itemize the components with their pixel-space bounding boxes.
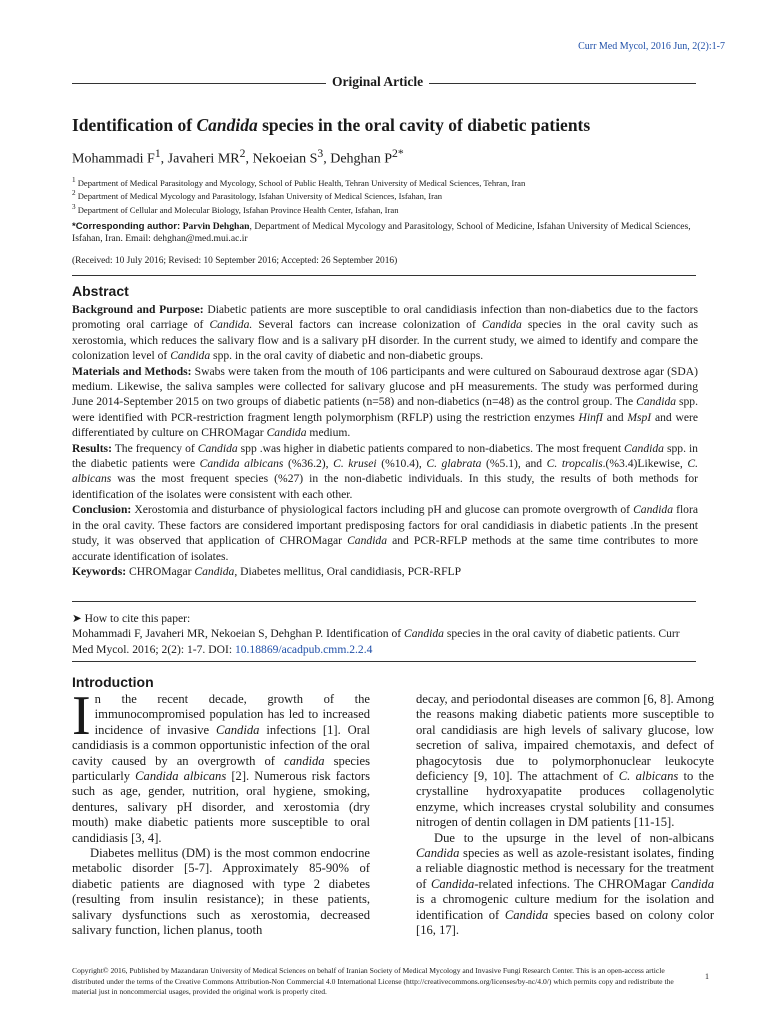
abstract-top-rule (72, 275, 696, 276)
arrow-icon: ➤ (72, 612, 82, 625)
abstract-body (72, 302, 698, 579)
intro-paragraph: In the recent decade, growth of the immunocompromised population has led to increased incidence of invasive Candida infections [1]. Oral candidiasis is a common opportunistic infection of the oral cavity caused by an overgrowth of candida species particularly Candida albicans [2]. Numerous risk factors such as age, gender, nutrition, oral hygiene, smoking, dentures, salivary pH disorder, and xerostomia (dry mouth) make diabetic patients more susceptible to oral candidiasis [3, 4]. (72, 685, 370, 845)
received-dates: (Received: 10 July 2016; Revised: 10 September 2016; Accepted: 26 September 2016) (72, 256, 398, 266)
abstract-results: Results: The frequency of Candida spp .was higher in diabetic patients compared to non-diabetics. The most frequent Candida spp. in the diabetic patients were Candida albicans (%36.2), C. krusei (%10.4), C. glabrata (%5.1), and C. tropcalis.(%3.4)Likewise, C. albicans was the most frequent species (%27) in the non-diabetic individuals. In this study, the results of both methods for identification of the isolates were consistent with each other. (72, 441, 698, 501)
cite-bottom-rule (72, 661, 696, 662)
author-list: Mohammadi $F^1$, Javaheri $MR^2$, Nekoeian $S^3$, Dehghan $P^{2*}$ (72, 147, 404, 167)
doi-link[interactable]: 10.18869/acadpub.cmm.2.2.4 (234, 642, 373, 656)
abstract-background: Background and Purpose: Diabetic patients are more susceptible to oral candidiasis infection than non-diabetics due to the factors promoting oral carriage of Candida. Several factors can increase colonization of Candida species in the oral cavity such as xerostomia, which reduces the salivary flow and is a salivary pH disorder. In the current study, we aimed to identify and compare the colonization level of Candida spp. in the oral cavity of diabetic and non-diabetic groups. (72, 303, 698, 363)
intro-right-column (416, 692, 714, 939)
affiliation-item: $^3$ Department of Cellular and Molecular Biology, Isfahan Province Health Center, Isfahan, Iran (72, 202, 399, 215)
intro-paragraph: Diabetes mellitus (DM) is the most common endocrine metabolic disorder [5-7]. Approximately 85-90% of diabetic patients are diagnosed with type 2 diabetes (resulting from insulin resistance); in these patients, salivary dysfunctions such as xerostomia, decreased salivary function, lichen planus, tooth (72, 846, 370, 938)
affiliation-item: $^1$ Department of Medical Parasitology and Mycology, School of Public Health, Tehran University of Medical Sciences, Tehran, Iran (72, 176, 526, 188)
page-number: 1 (705, 972, 709, 981)
introduction-heading: Introduction (72, 674, 154, 690)
affiliations (72, 175, 525, 215)
how-to-cite: ➤ How to cite this paper: Mohammadi F, Javaheri MR, Nekoeian S, Dehghan P. Identification of Candida species in the oral cavity of diabetic patients. Curr Med Mycol. 2016; 2(2): 1-7. DOI: 10.18869/acadpub.cmm.2.2.4 (72, 612, 680, 656)
abstract-keywords: Keywords: CHROMagar Candida, Diabetes mellitus, Oral candidiasis, PCR-RFLP (72, 564, 462, 578)
intro-left-column (72, 685, 370, 939)
abstract-bottom-rule (72, 601, 696, 602)
affiliation-item: $^2$ Department of Medical Mycology and Parasitology, Isfahan University of Medical Sciences, Isfahan, Iran (72, 189, 443, 202)
abstract-methods: Materials and Methods: Swabs were taken from the mouth of 106 participants and were cultured on Sabouraud dextrose agar (SDA) medium. Likewise, the saliva samples were collected for salivary glucose and pH measurements. The study was performed during June 2014-September 2015 on two groups of diabetic patients (n=58) and non-diabetics (n=48) as the control group. The Candida spp. were identified with PCR-restriction fragment length polymorphism (RFLP) using the restriction enzymes HinfI and MspI and were differentiated by culture on CHROMagar Candida medium. (72, 364, 699, 440)
section-label: Original Article (326, 74, 429, 90)
drop-cap: I (72, 685, 91, 747)
copyright-footer: Copyright© 2016, Published by Mazandaran University of Medical Sciences on behalf of Iranian Society of Medical Mycology and Invasive Fungi Research Center. This is an open-access article distributed under the terms of the Creative Commons Attribution-Non Commercial 4.0 International License (http://creativecommons.org/licenses/by-nc/4.0/) which permits copy and redistribute the material just in noncommercial usages, provided the original work is properly cited. (72, 966, 674, 997)
intro-paragraph: Due to the upsurge in the level of non-albicans Candida species as well as azole-resistant isolates, finding a reliable diagnostic method is necessary for the treatment of Candida-related infections. The CHROMagar Candida is a chromogenic culture medium for the isolation and identification of Candida species based on colony color [16, 17]. (416, 830, 715, 938)
journal-reference: Curr Med Mycol, 2016 Jun, 2(2):1-7 (578, 41, 725, 52)
intro-paragraph: decay, and periodontal diseases are common [6, 8]. Among the reasons making diabetic patients more susceptible to oral candidiasis are high levels of salivary glucose, low secretion of saliva, impaired chemotaxis, and defect of phagocytosis due to polymorphonuclear leukocyte deficiency [9, 10]. The attachment of C. albicans to the crystalline hydroxyapatite produces collagenolytic enzyme, which increases crystal solubility and consumes nitrogen of dentin collagen in DM patients [11-15]. (416, 692, 714, 830)
abstract-heading: Abstract (72, 283, 129, 299)
corresponding-author: *Corresponding author: Parvin Dehghan, Department of Medical Mycology and Parasitology, School of Medicine, Isfahan University of Medical Sciences, Isfahan, Iran. Email: dehghan@med.mui.ac.ir (72, 221, 691, 245)
article-title: Identification of Candida species in the oral cavity of diabetic patients (72, 115, 591, 135)
abstract-conclusion: Conclusion: Xerostomia and disturbance of physiological factors including pH and glucose can promote overgrowth of Candida flora in the oral cavity. These factors are considered important predisposing factors for oral candidiasis in diabetic patients .In the present study, it was observed that application of CHROMagar Candida and PCR-RFLP methods at the same time contributes to more accurate identification of isolates. (72, 503, 698, 563)
